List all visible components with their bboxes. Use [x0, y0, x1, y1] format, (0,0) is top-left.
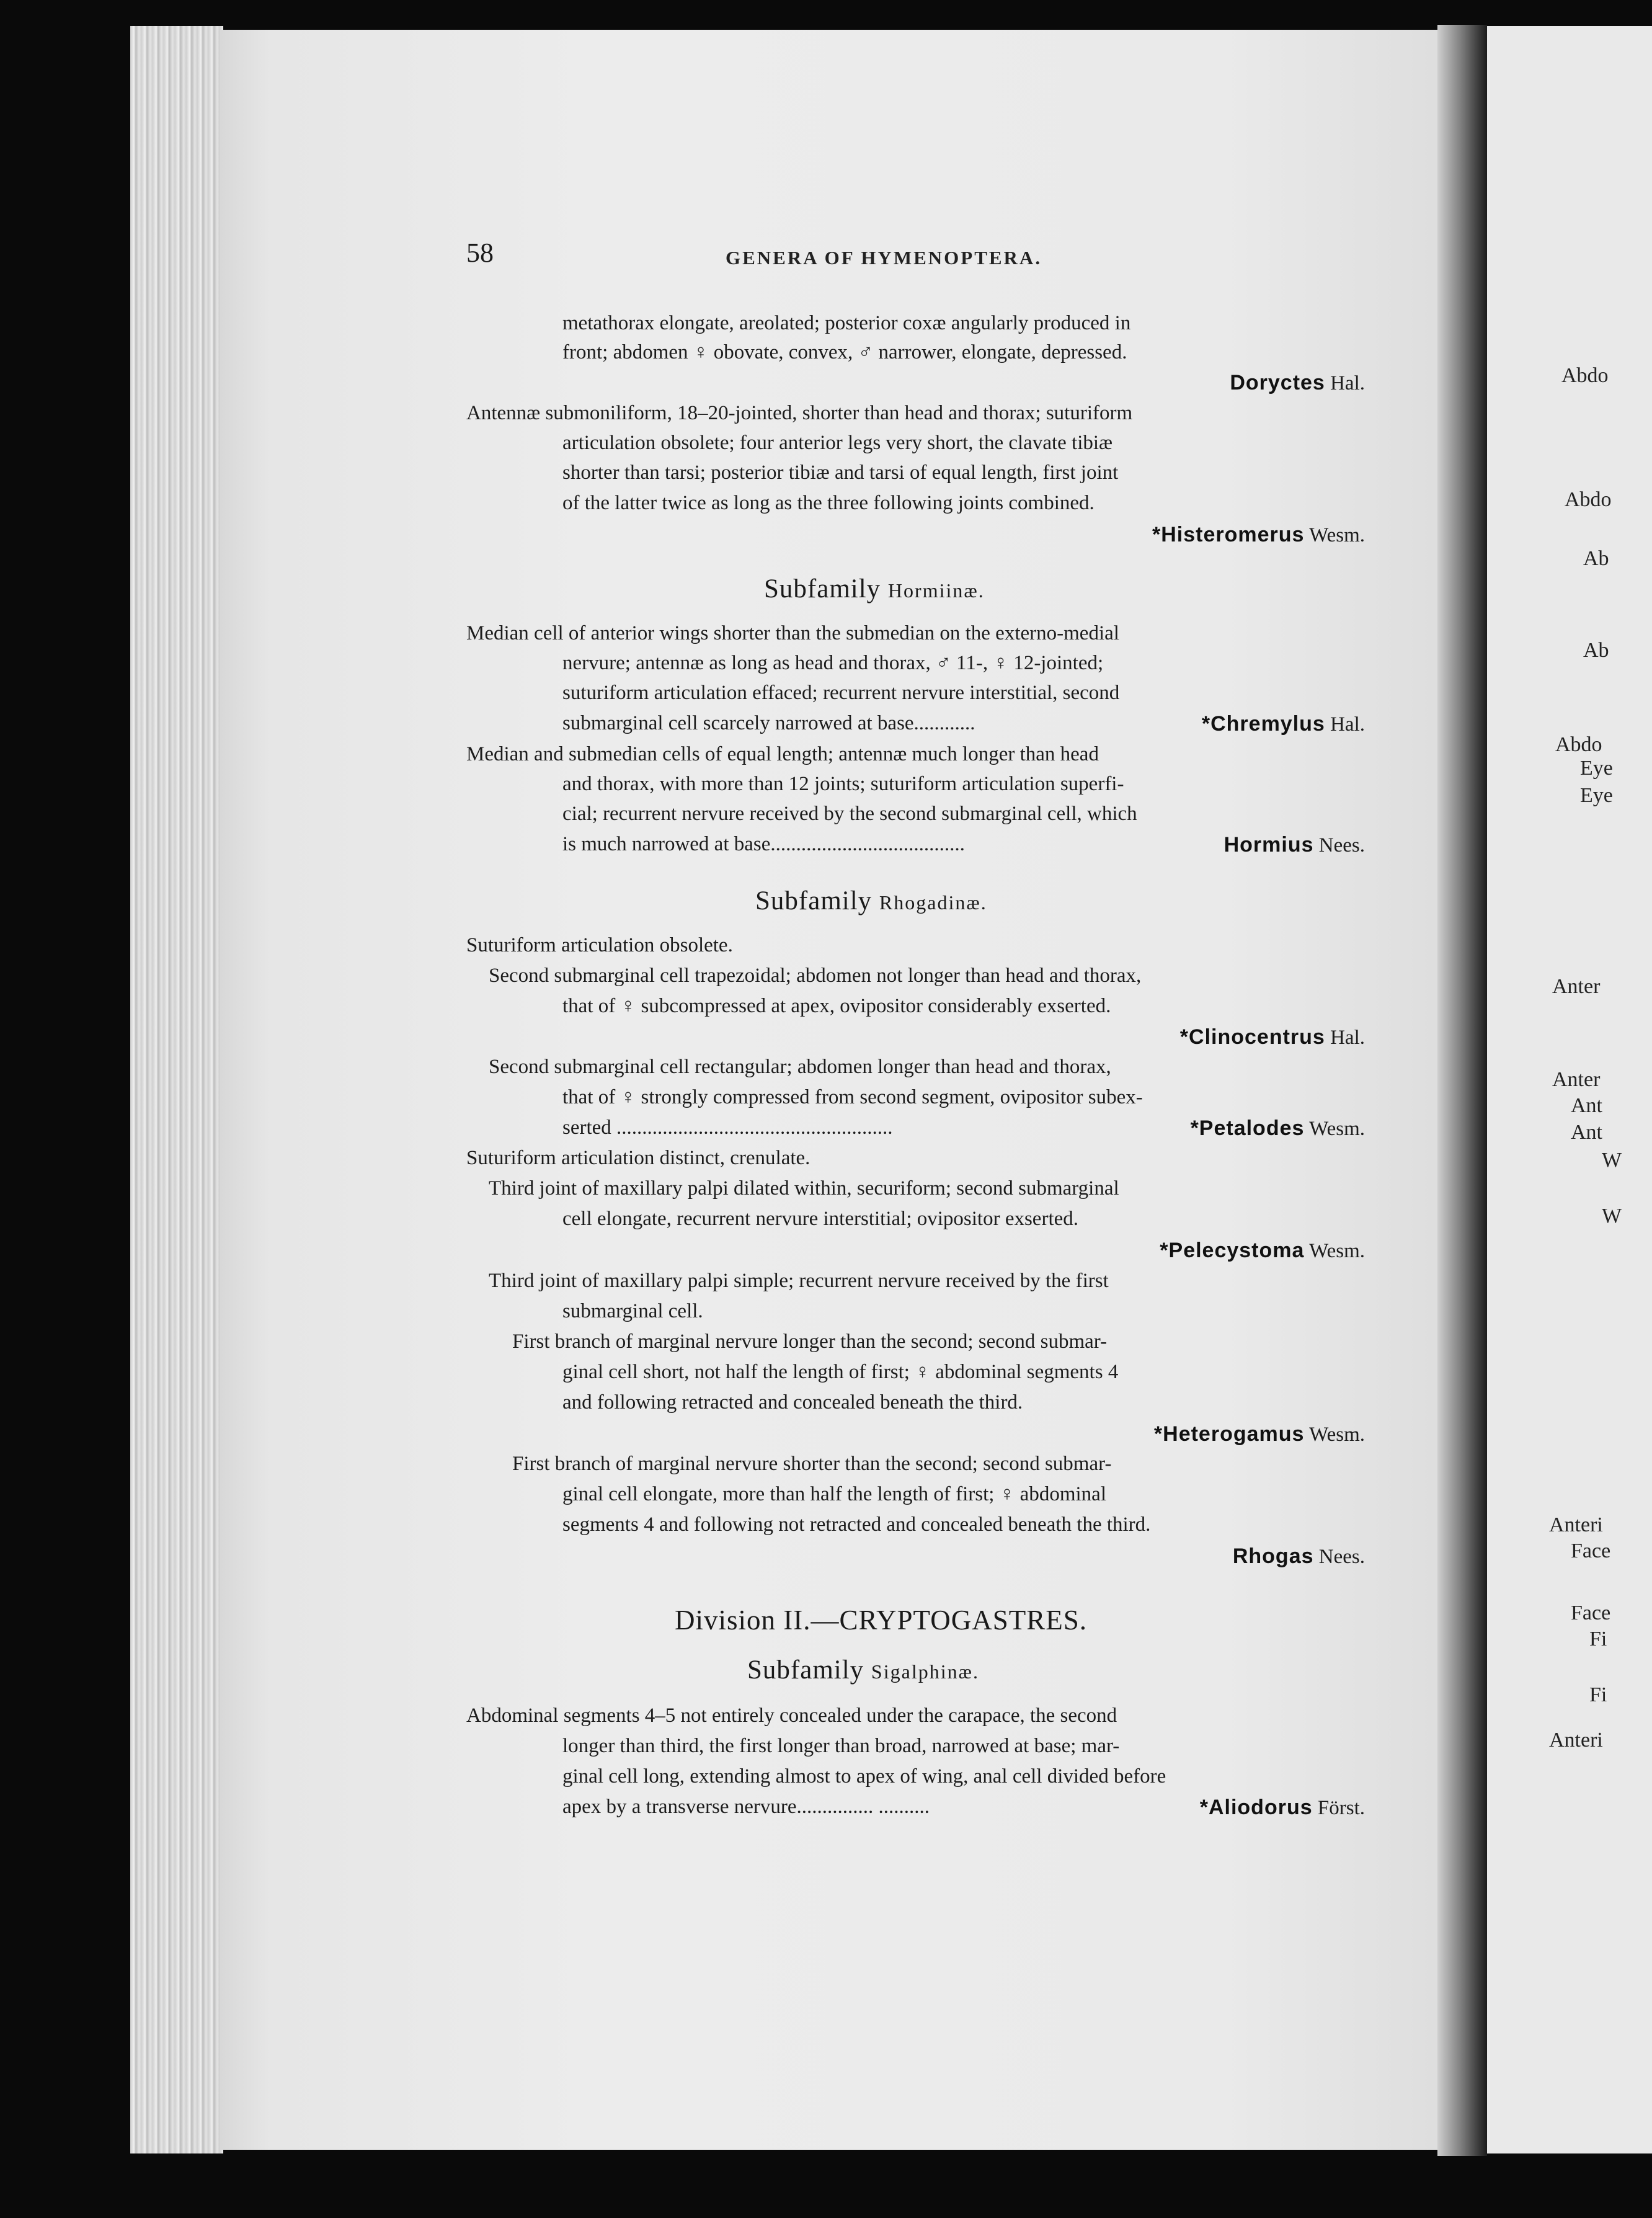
facing-word: Anteri — [1549, 1513, 1603, 1536]
text-line: and thorax, with more than 12 joints; suturiform articulation superfi- — [562, 773, 1124, 795]
genus-name: *Heterogamus — [1153, 1422, 1305, 1446]
text-line: Median cell of anterior wings shorter than the submedian on the externo-medial — [466, 622, 1119, 644]
text-line: is much narrowed at base...................................... — [562, 833, 965, 855]
text-line: that of ♀ subcompressed at apex, ovipositor considerably exserted. — [562, 995, 1111, 1017]
genus-name: Hormius — [1223, 833, 1314, 857]
facing-word: Anteri — [1549, 1729, 1603, 1752]
text-line: Third joint of maxillary palpi simple; recurrent nervure received by the first — [489, 1270, 1109, 1292]
genus-entry — [1152, 524, 1365, 546]
text-line: metathorax elongate, areolated; posterior coxæ angularly produced in — [562, 312, 1131, 334]
text-line: that of ♀ strongly compressed from second segment, ovipositor subex- — [562, 1086, 1143, 1108]
text-line: Suturiform articulation obsolete. — [466, 934, 733, 956]
text-line: shorter than tarsi; posterior tibiæ and tarsi of equal length, first joint — [562, 461, 1119, 484]
genus-entry — [1202, 713, 1365, 735]
text-line: apex by a transverse nervure............... .......... — [562, 1796, 930, 1818]
facing-word: Eye — [1580, 757, 1613, 780]
genus-name: *Pelecystoma — [1160, 1239, 1305, 1262]
facing-word: Face — [1571, 1601, 1611, 1624]
genus-author: Wesm. — [1309, 1240, 1365, 1262]
text-line: of the latter twice as long as the three following joints combined. — [562, 492, 1095, 514]
subfamily-prefix: Subfamily — [764, 574, 888, 603]
subfamily-prefix: Subfamily — [747, 1655, 871, 1685]
genus-author: Wesm. — [1309, 1423, 1365, 1446]
text-line: ginal cell long, extending almost to apex of wing, anal cell divided before — [562, 1765, 1166, 1788]
text-line: Second submarginal cell trapezoidal; abdomen not longer than head and thorax, — [489, 964, 1142, 987]
genus-name: *Clinocentrus — [1179, 1025, 1325, 1049]
facing-word: W — [1602, 1149, 1622, 1172]
text-line: submarginal cell. — [562, 1300, 703, 1322]
genus-name: Doryctes — [1230, 371, 1325, 394]
text-line: Abdominal segments 4–5 not entirely concealed under the carapace, the second — [466, 1704, 1117, 1727]
text-line: ginal cell short, not half the length of first; ♀ abdominal segments 4 — [562, 1361, 1119, 1383]
book-gutter — [1437, 25, 1487, 2156]
genus-author: Nees. — [1318, 834, 1365, 857]
subfamily-heading-hormiinae — [764, 574, 985, 604]
facing-word: Face — [1571, 1539, 1611, 1562]
subfamily-prefix: Subfamily — [755, 886, 879, 915]
subfamily-name: Sigalphinæ. — [871, 1660, 979, 1683]
text-line: suturiform articulation effaced; recurrent nervure interstitial, second — [562, 682, 1120, 704]
genus-author: Nees. — [1318, 1546, 1365, 1568]
facing-word: Fi — [1589, 1683, 1607, 1706]
genus-name: *Chremylus — [1201, 712, 1325, 736]
text-line: ginal cell elongate, more than half the length of first; ♀ abdominal — [562, 1483, 1106, 1505]
genus-entry — [1200, 1797, 1365, 1819]
genus-author: Wesm. — [1309, 524, 1365, 546]
genus-entry — [1224, 834, 1365, 856]
text-line: submarginal cell scarcely narrowed at base............ — [562, 712, 975, 734]
genus-author: Hal. — [1330, 713, 1365, 736]
division-heading: Division II.—CRYPTOGASTRES. — [675, 1605, 1088, 1636]
genus-entry — [1191, 1118, 1365, 1139]
facing-word: Ab — [1583, 547, 1609, 570]
genus-entry — [1230, 372, 1365, 394]
genus-entry — [1160, 1240, 1365, 1262]
facing-page — [1487, 26, 1652, 2153]
text-line: serted ...................................................... — [562, 1116, 893, 1139]
genus-entry — [1233, 1546, 1365, 1567]
text-line: cial; recurrent nervure received by the second submarginal cell, which — [562, 803, 1137, 825]
text-line: front; abdomen ♀ obovate, convex, ♂ narrower, elongate, depressed. — [562, 341, 1127, 363]
facing-word: Anter — [1552, 975, 1601, 998]
genus-author: Hal. — [1330, 372, 1365, 394]
facing-word: Anter — [1552, 1068, 1601, 1091]
genus-author: Wesm. — [1309, 1118, 1365, 1140]
facing-word: Ab — [1583, 639, 1609, 662]
text-line: Median and submedian cells of equal length; antennæ much longer than head — [466, 743, 1099, 765]
text-line: Suturiform articulation distinct, crenulate. — [466, 1147, 810, 1169]
text-line: First branch of marginal nervure shorter than the second; second submar- — [512, 1453, 1112, 1475]
subfamily-heading-sigalphinae — [747, 1655, 979, 1685]
running-head: GENERA OF HYMENOPTERA. — [726, 247, 1042, 269]
facing-word: Ant — [1571, 1094, 1602, 1117]
page-number: 58 — [466, 238, 494, 268]
genus-author: Hal. — [1330, 1027, 1365, 1049]
genus-name: *Histeromerus — [1152, 523, 1305, 546]
subfamily-heading-rhogadinae — [755, 886, 987, 916]
text-line: longer than third, the first longer than broad, narrowed at base; mar- — [562, 1735, 1120, 1757]
facing-word: Ant — [1571, 1121, 1602, 1144]
facing-word: Abdo — [1555, 733, 1602, 756]
facing-word: Eye — [1580, 784, 1613, 807]
text-line: segments 4 and following not retracted and concealed beneath the third. — [562, 1513, 1151, 1536]
text-line: Second submarginal cell rectangular; abdomen longer than head and thorax, — [489, 1056, 1111, 1078]
subfamily-name: Hormiinæ. — [887, 579, 985, 602]
text-line: First branch of marginal nervure longer than the second; second submar- — [512, 1330, 1108, 1353]
facing-word: Fi — [1589, 1628, 1607, 1650]
genus-entry — [1154, 1423, 1365, 1445]
subfamily-name: Rhogadinæ. — [879, 891, 987, 914]
text-line: Third joint of maxillary palpi dilated within, securiform; second submarginal — [489, 1177, 1119, 1200]
facing-word: Abdo — [1565, 488, 1612, 511]
facing-word: W — [1602, 1205, 1622, 1227]
genus-name: Rhogas — [1232, 1544, 1314, 1568]
genus-author: Först. — [1317, 1797, 1365, 1819]
facing-word: Abdo — [1561, 364, 1609, 387]
genus-name: *Petalodes — [1190, 1116, 1305, 1140]
text-line: nervure; antennæ as long as head and thorax, ♂ 11-, ♀ 12-jointed; — [562, 652, 1104, 674]
text-line: Antennæ submoniliform, 18–20-jointed, shorter than head and thorax; suturiform — [466, 402, 1133, 424]
text-line: and following retracted and concealed beneath the third. — [562, 1391, 1023, 1414]
page-edges — [130, 26, 223, 2153]
text-line: cell elongate, recurrent nervure interstitial; ovipositor exserted. — [562, 1208, 1079, 1230]
genus-name: *Aliodorus — [1199, 1796, 1313, 1819]
text-line: articulation obsolete; four anterior legs very short, the clavate tibiæ — [562, 432, 1113, 454]
genus-entry — [1180, 1027, 1365, 1048]
